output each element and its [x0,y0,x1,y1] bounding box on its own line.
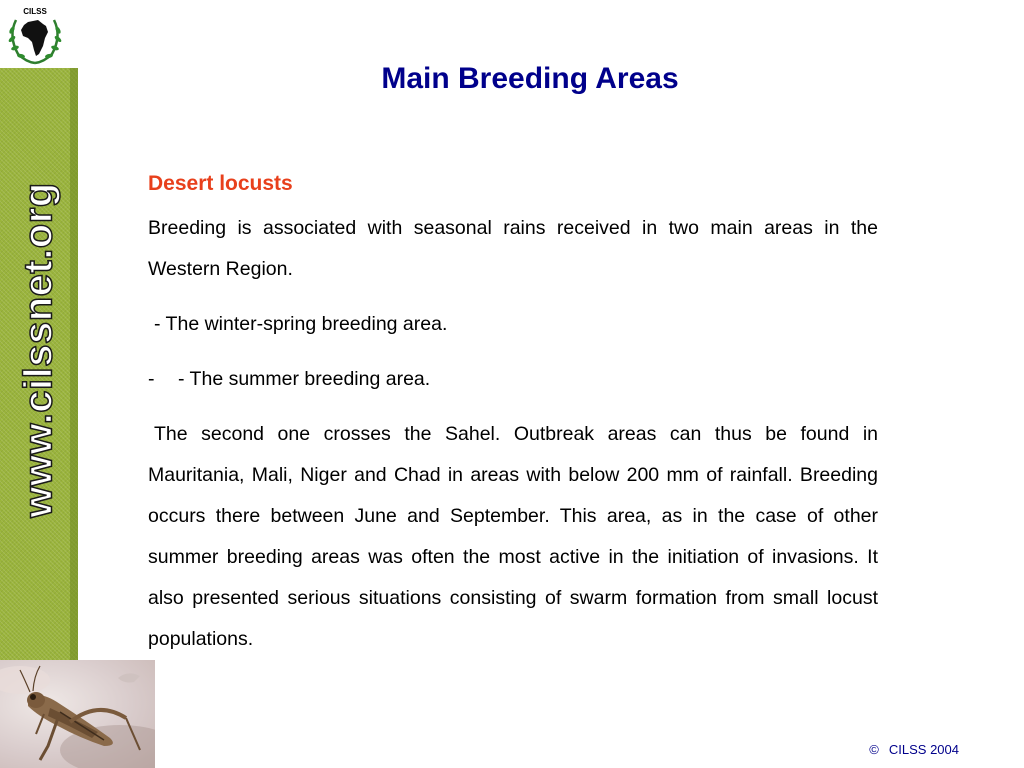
cilss-logo-icon [2,2,68,66]
intro-paragraph: Breeding is associated with seasonal rains received in two main areas in the Western Region. [148,217,878,280]
locust-image [0,660,155,768]
slide-content [148,168,878,660]
section-subheading: Desert locusts [148,172,293,195]
list-item-winter: - The winter-spring breeding area. [154,313,448,335]
svg-text:CILSS: CILSS [23,7,47,16]
list-item-summer-text: - The summer breeding area. [178,368,431,390]
copyright-symbol: © [869,742,879,757]
list-dash: - [148,368,155,390]
footer-copyright [869,742,959,757]
slide-title: Main Breeding Areas [381,62,679,95]
website-url-vertical: www.cilssnet.org [16,182,61,518]
body-paragraph: The second one crosses the Sahel. Outbreak areas can thus be found in Mauritania, Mali, Niger and Chad in areas with below 200 mm of rainfall. Breeding occurs there between June and September. This area, as in the case of other summer breeding areas was often the most active in the initiation of invasions. It also presented serious situations consisting of swarm formation from small locust populations. [148,423,878,650]
cilss-logo [0,0,70,68]
list-item-summer [148,359,878,400]
locust-photo [0,660,155,768]
copyright-text: CILSS 2004 [888,742,959,757]
